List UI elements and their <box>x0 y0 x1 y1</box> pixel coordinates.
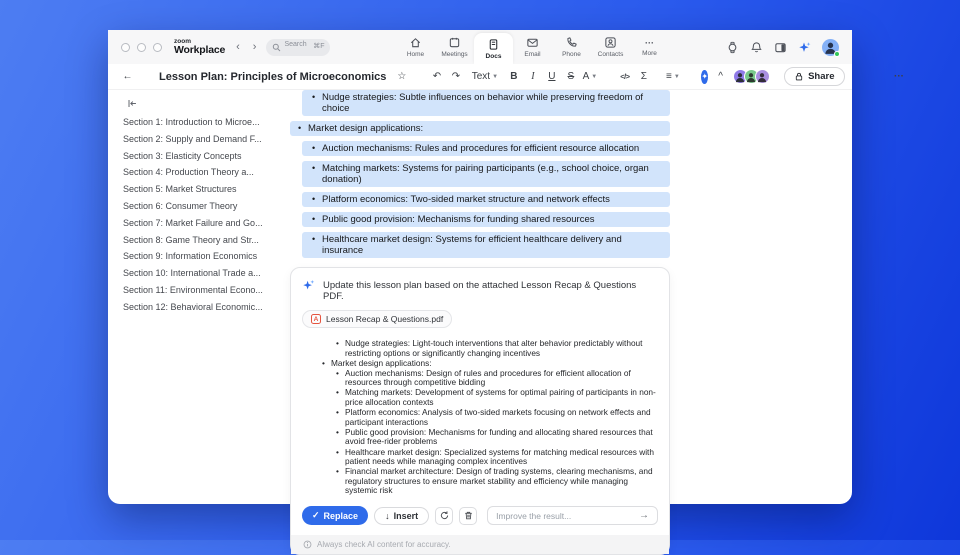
favorite-star-button[interactable]: ☆ <box>397 71 407 82</box>
text-style-dropdown[interactable]: Text ▼ <box>471 71 499 82</box>
mail-icon <box>526 36 539 49</box>
strikethrough-button[interactable]: S <box>567 71 575 82</box>
titlebar-right-icons <box>726 30 839 64</box>
doc-body <box>108 90 852 549</box>
search-input[interactable] <box>266 39 330 56</box>
nav-forward-button[interactable]: › <box>252 41 257 53</box>
document-content <box>290 90 670 549</box>
outline-sidebar <box>108 90 282 504</box>
nav-back-button[interactable]: ‹ <box>236 41 240 53</box>
attachment-chip[interactable] <box>302 310 452 328</box>
sidebar-item-section-3[interactable]: Section 3: Elasticity Concepts <box>123 150 242 161</box>
ai-response-bullet: • Healthcare market design: Specialized systems for matching medical resources with patient needs while managing complex incentives <box>336 448 658 467</box>
collaborator-avatars <box>733 69 770 84</box>
sidebar-item-section-8[interactable]: Section 8: Game Theory and Str... <box>123 234 259 245</box>
minimize-button[interactable] <box>137 43 146 52</box>
maximize-button[interactable] <box>153 43 162 52</box>
toolbar-more-button[interactable]: ··· <box>894 71 904 82</box>
highlighted-line[interactable]: • Matching markets: Systems for pairing participants (e.g., school choice, organ donation) <box>302 161 670 187</box>
calendar-icon <box>448 36 461 49</box>
trash-icon <box>463 510 474 521</box>
refresh-icon <box>439 510 450 521</box>
ai-companion-panel <box>290 267 670 555</box>
back-button[interactable]: ← <box>122 71 133 82</box>
home-icon <box>409 36 422 49</box>
italic-button[interactable]: I <box>531 71 535 82</box>
ai-response-bullet: • Market design applications: <box>322 359 658 369</box>
doc-icon <box>487 38 500 51</box>
send-arrow-icon[interactable]: → <box>639 510 649 521</box>
search-shortcut: ⌘F <box>313 42 325 50</box>
ai-prompt-text: Update this lesson plan based on the attached Lesson Recap & Questions PDF. <box>323 280 637 302</box>
contacts-icon <box>604 36 617 49</box>
sidebar-item-section-12[interactable]: Section 12: Behavioral Economic... <box>123 301 263 312</box>
sidebar-item-section-1[interactable]: Section 1: Introduction to Microe... <box>123 117 260 127</box>
text-color-dropdown[interactable]: A ▼ <box>582 71 598 82</box>
close-button[interactable] <box>121 43 130 52</box>
ai-actions-row <box>302 506 658 525</box>
collapse-sidebar-icon[interactable] <box>125 98 139 109</box>
ai-prompt-row <box>302 279 658 302</box>
sidebar-item-section-7[interactable]: Section 7: Market Failure and Go... <box>123 217 263 228</box>
ai-response-bullet: • Public good provision: Mechanisms for funding and allocating shared resources that avoid free-rider problems <box>336 428 658 447</box>
underline-button[interactable]: U <box>548 71 556 82</box>
lock-icon <box>794 71 804 82</box>
highlighted-line[interactable]: • Platform economics: Two-sided market structure and network effects <box>302 192 670 207</box>
history-nav <box>236 41 256 53</box>
tab-home[interactable]: Home <box>396 30 435 64</box>
collapse-toolbar-button[interactable]: ^ <box>718 71 723 82</box>
ai-response-bullet: • Financial market architecture: Design of trading systems, clearing mechanisms, and regulatory structures to ensure market stability and efficiency while managing systemic risk <box>336 467 658 496</box>
sidebar-item-section-4[interactable]: Section 4: Production Theory a... <box>123 167 254 178</box>
improve-input-wrapper <box>487 506 658 525</box>
sidebar-item-section-6[interactable]: Section 6: Consumer Theory <box>123 200 238 211</box>
sidebar-item-section-11[interactable]: Section 11: Environmental Econo... <box>123 284 263 295</box>
tab-meetings[interactable]: Meetings <box>435 30 474 64</box>
workplace-logo-text: Workplace <box>174 44 226 56</box>
ai-response-bullet: • Matching markets: Development of systems for optimal pairing of participants in non-price allocation contexts <box>336 388 658 407</box>
list-format-dropdown[interactable]: ≡ ▼ <box>666 71 680 82</box>
undo-button[interactable]: ↶ <box>432 71 442 82</box>
zoom-logo-text: zoom <box>174 37 191 45</box>
ai-companion-button[interactable]: ✦ <box>701 70 708 84</box>
ai-sparkle-icon <box>302 279 315 292</box>
redo-button[interactable]: ↷ <box>451 71 461 82</box>
user-avatar[interactable] <box>822 39 839 56</box>
window-controls <box>121 43 162 52</box>
doc-toolbar <box>108 64 904 90</box>
sidebar-item-section-5[interactable]: Section 5: Market Structures <box>123 184 237 195</box>
titlebar <box>108 30 852 64</box>
ai-response-bullet: • Nudge strategies: Light-touch interventions that alter behavior predictably without restricting options or significantly changing incentives <box>336 339 658 358</box>
notifications-bell-icon[interactable] <box>750 41 763 54</box>
zoom-workplace-logo <box>174 39 225 56</box>
improve-result-input[interactable] <box>496 511 633 521</box>
sidebar-item-section-10[interactable]: Section 10: International Trade a... <box>123 268 261 279</box>
arrow-down-icon: ↓ <box>385 510 390 521</box>
sidebar-item-section-9[interactable]: Section 9: Information Economics <box>123 251 258 262</box>
app-tabs <box>396 30 669 64</box>
presence-dot <box>834 51 840 57</box>
highlighted-line[interactable]: • Nudge strategies: Subtle influences on behavior while preserving freedom of choice <box>302 90 670 116</box>
tab-phone[interactable]: Phone <box>552 30 591 64</box>
document-title: Lesson Plan: Principles of Microeconomics <box>159 70 387 83</box>
attachment-name: Lesson Recap & Questions.pdf <box>326 314 444 324</box>
share-button[interactable]: Share <box>784 67 844 86</box>
highlighted-line[interactable]: • Auction mechanisms: Rules and procedures for efficient resource allocation <box>302 141 670 156</box>
phone-icon <box>565 36 578 49</box>
pdf-file-icon: A <box>311 314 321 324</box>
ai-response-bullet: • Auction mechanisms: Design of rules and procedures for efficient allocation of resources through competitive bidding <box>336 369 658 388</box>
bold-button[interactable]: B <box>510 71 518 82</box>
highlighted-line[interactable]: • Healthcare market design: Systems for efficient healthcare delivery and insurance <box>302 232 670 258</box>
zoom-workplace-window <box>108 30 904 549</box>
delete-button[interactable] <box>459 507 477 525</box>
ai-response-bullet: • Platform economics: Analysis of two-sided markets focusing on network effects and participant interactions <box>336 408 658 427</box>
side-panel-icon[interactable] <box>774 41 787 54</box>
highlighted-line[interactable]: • Public good provision: Mechanisms for funding shared resources <box>302 212 670 227</box>
tab-contacts[interactable]: Contacts <box>591 30 630 64</box>
sidebar-item-section-2[interactable]: Section 2: Supply and Demand F... <box>123 133 262 144</box>
regenerate-button[interactable] <box>435 507 453 525</box>
search-placeholder: Search <box>284 40 307 48</box>
ai-disclaimer: Always check AI content for accuracy. <box>291 535 669 554</box>
ai-response-list <box>302 339 658 496</box>
tab-docs[interactable]: Docs <box>474 33 513 64</box>
highlighted-line[interactable]: • Market design applications: <box>290 121 670 136</box>
watch-icon[interactable] <box>726 41 739 54</box>
insert-button[interactable]: ↓ Insert <box>374 507 429 525</box>
ai-companion-sparkle-icon[interactable] <box>798 41 811 54</box>
collaborator-avatar[interactable] <box>755 69 770 84</box>
chevron-down-icon: ▼ <box>492 73 499 80</box>
more-dots-icon: ··· <box>645 37 654 48</box>
info-icon <box>303 540 312 549</box>
code-block-button[interactable]: </> <box>620 72 630 81</box>
chevron-down-icon: ▼ <box>673 73 680 80</box>
chevron-down-icon: ▼ <box>591 73 598 80</box>
tab-email[interactable]: Email <box>513 30 552 64</box>
search-icon <box>272 43 281 52</box>
formula-button[interactable]: Σ <box>640 71 647 82</box>
replace-button[interactable]: ✓ Replace <box>302 506 368 525</box>
check-icon: ✓ <box>312 510 320 520</box>
tab-more[interactable]: ··· More <box>642 37 657 57</box>
